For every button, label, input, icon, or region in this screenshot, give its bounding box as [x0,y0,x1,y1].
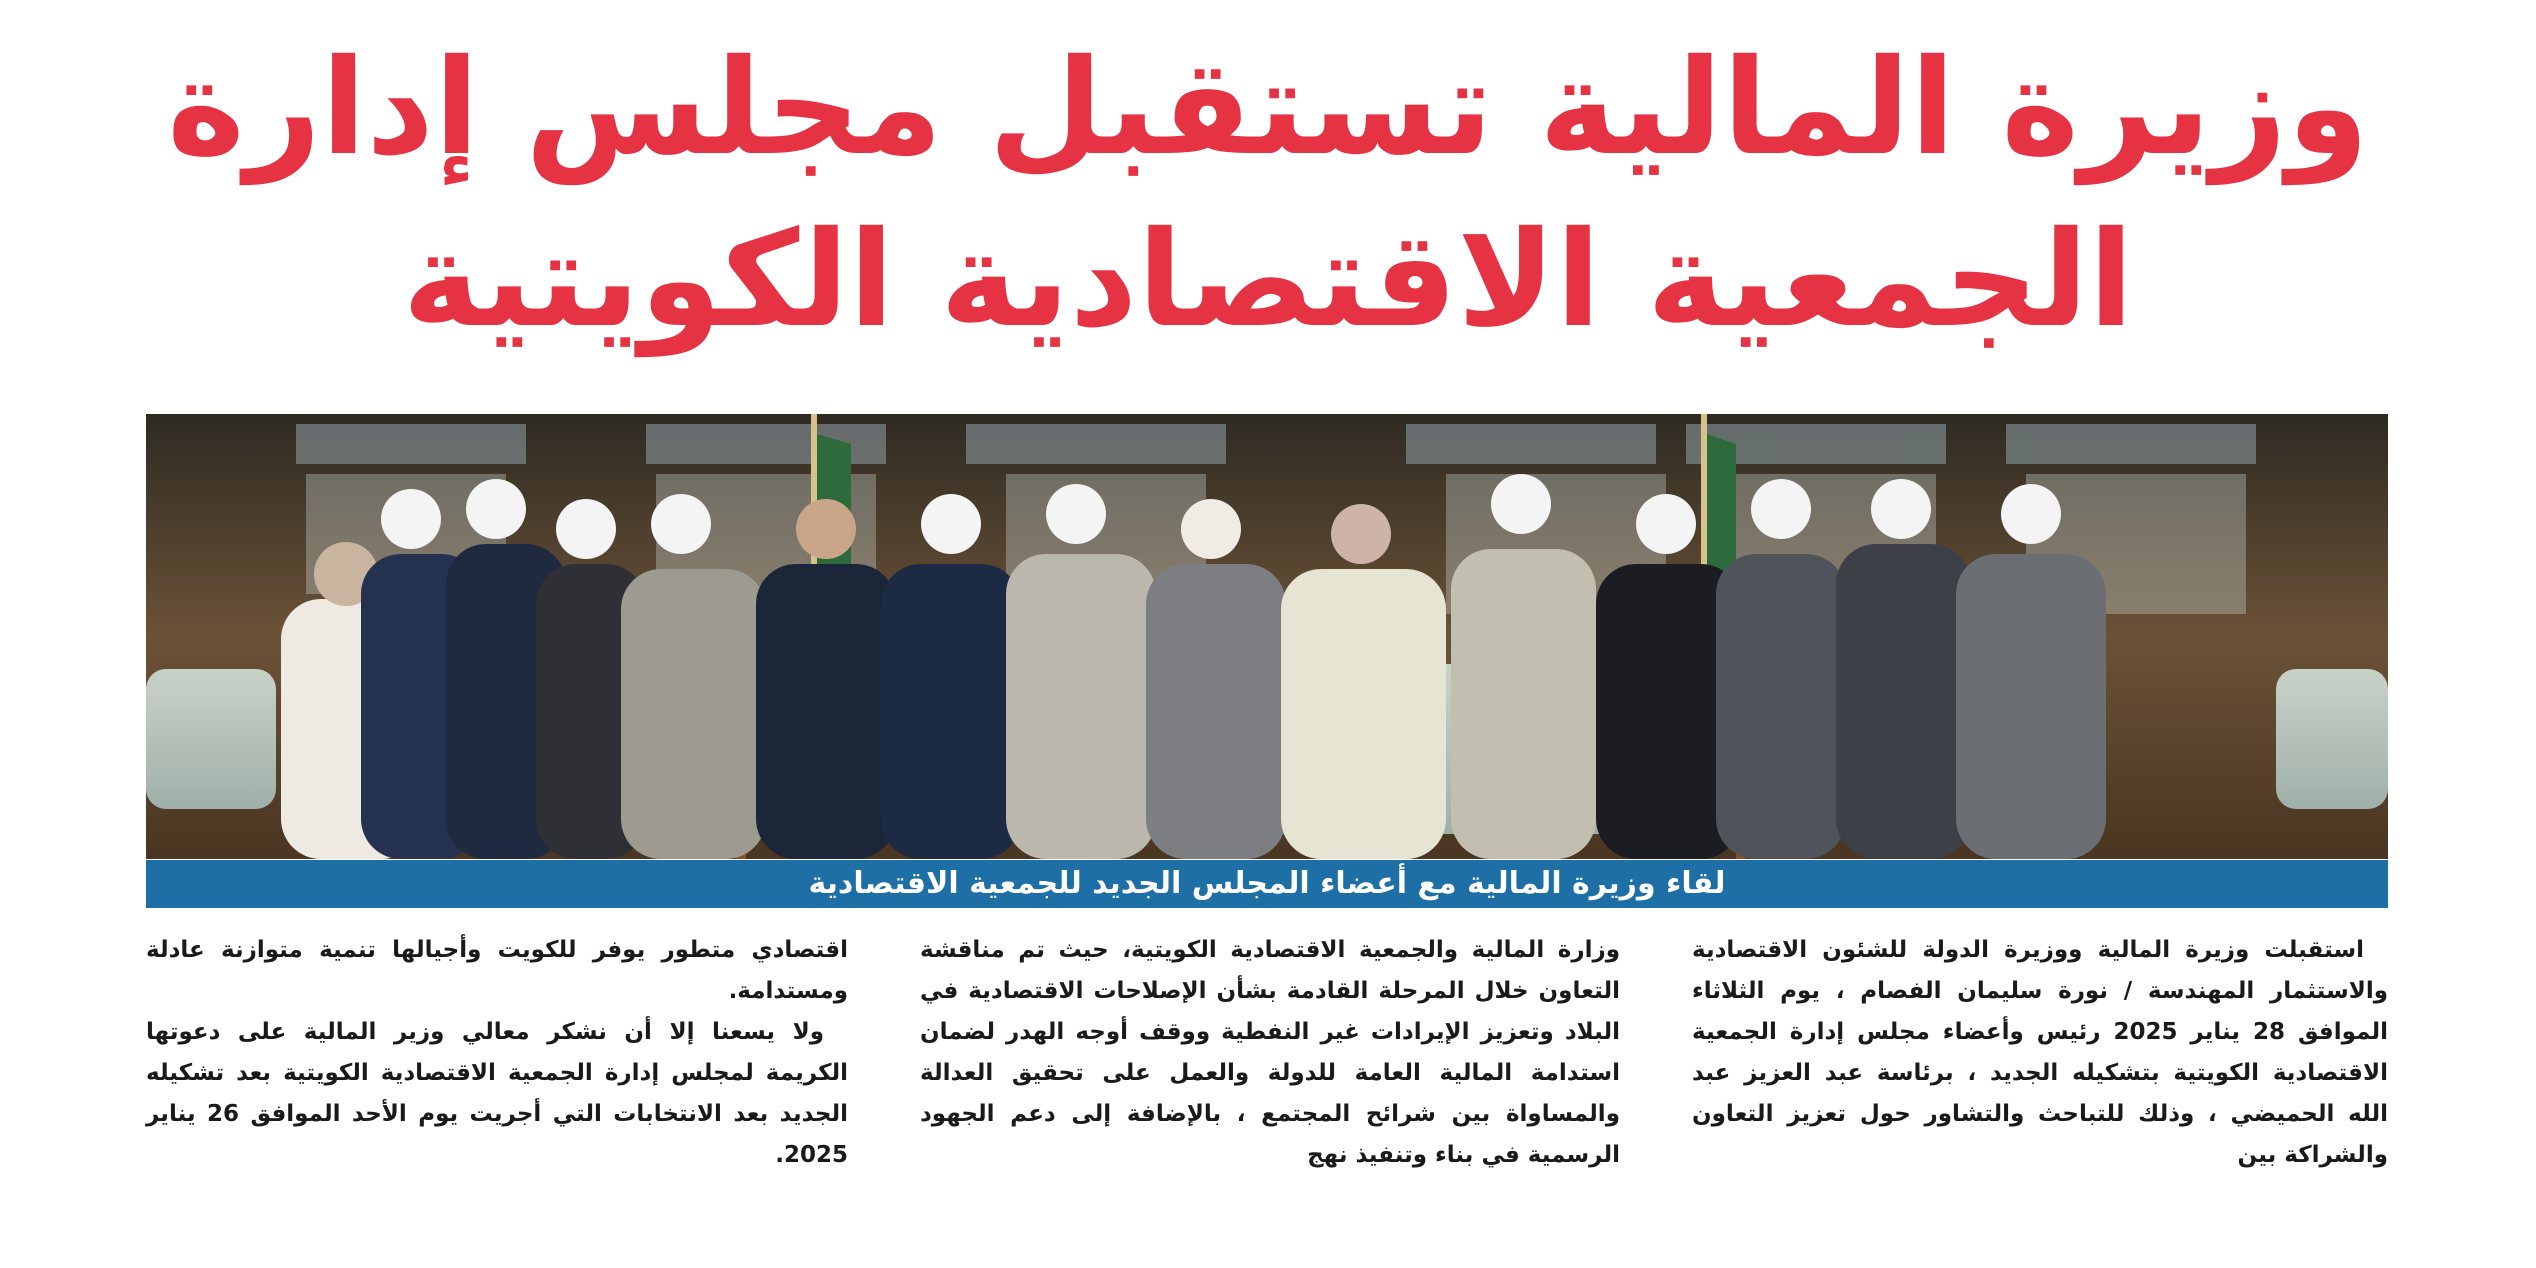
article-paragraph: اقتصادي متطور يوفر للكويت وأجيالها تنمية متوازنة عادلة ومستدامة. [146,937,848,1004]
group-photo-image [146,414,2388,859]
headline-line-1: وزيرة المالية تستقبل مجلس إدارة [167,31,2369,185]
article-paragraph: ولا يسعنا إلا أن نشكر معالي وزير المالية على دعوتها الكريمة لمجلس إدارة الجمعية الاقتصادية الكويتية بعد تشكيله الجديد بعد الانتخابات التي أجريت يوم الأحد الموافق 26 يناير 2025. [146,1019,848,1168]
article-paragraph: استقبلت وزيرة المالية ووزيرة الدولة للشئون الاقتصادية والاستثمار المهندسة / نورة سليمان الفصام ، يوم الثلاثاء الموافق 28 يناير 2025 رئيس وأعضاء مجلس إدارة الجمعية الاقتصادية الكويتية بتشكيله الجديد ، برئاسة عبد العزيز عبد الله الحميضي ، وذلك للتباحث والتشاور حول تعزيز التعاون والشراكة بين [1692,937,2388,1168]
article-column-2 [920,930,1620,1176]
article-paragraph: وزارة المالية والجمعية الاقتصادية الكويتية، حيث تم مناقشة التعاون خلال المرحلة القادمة بشأن الإصلاحات الاقتصادية في البلاد وتعزيز الإيرادات غير النفطية ووقف أوجه الهدر لضمان استدامة المالية العامة للدولة والعمل على تحقيق العدالة والمساواة بين شرائح المجتمع ، بالإضافة إلى دعم الجهود الرسمية في بناء وتنفيذ نهج [920,937,1620,1168]
headline-line-2: الجمعية الاقتصادية الكويتية [402,203,2134,357]
photo-caption: لقاء وزيرة المالية مع أعضاء المجلس الجديد للجمعية الاقتصادية [146,860,2388,908]
article-column-3 [146,930,848,1176]
article-column-1 [1692,930,2388,1176]
